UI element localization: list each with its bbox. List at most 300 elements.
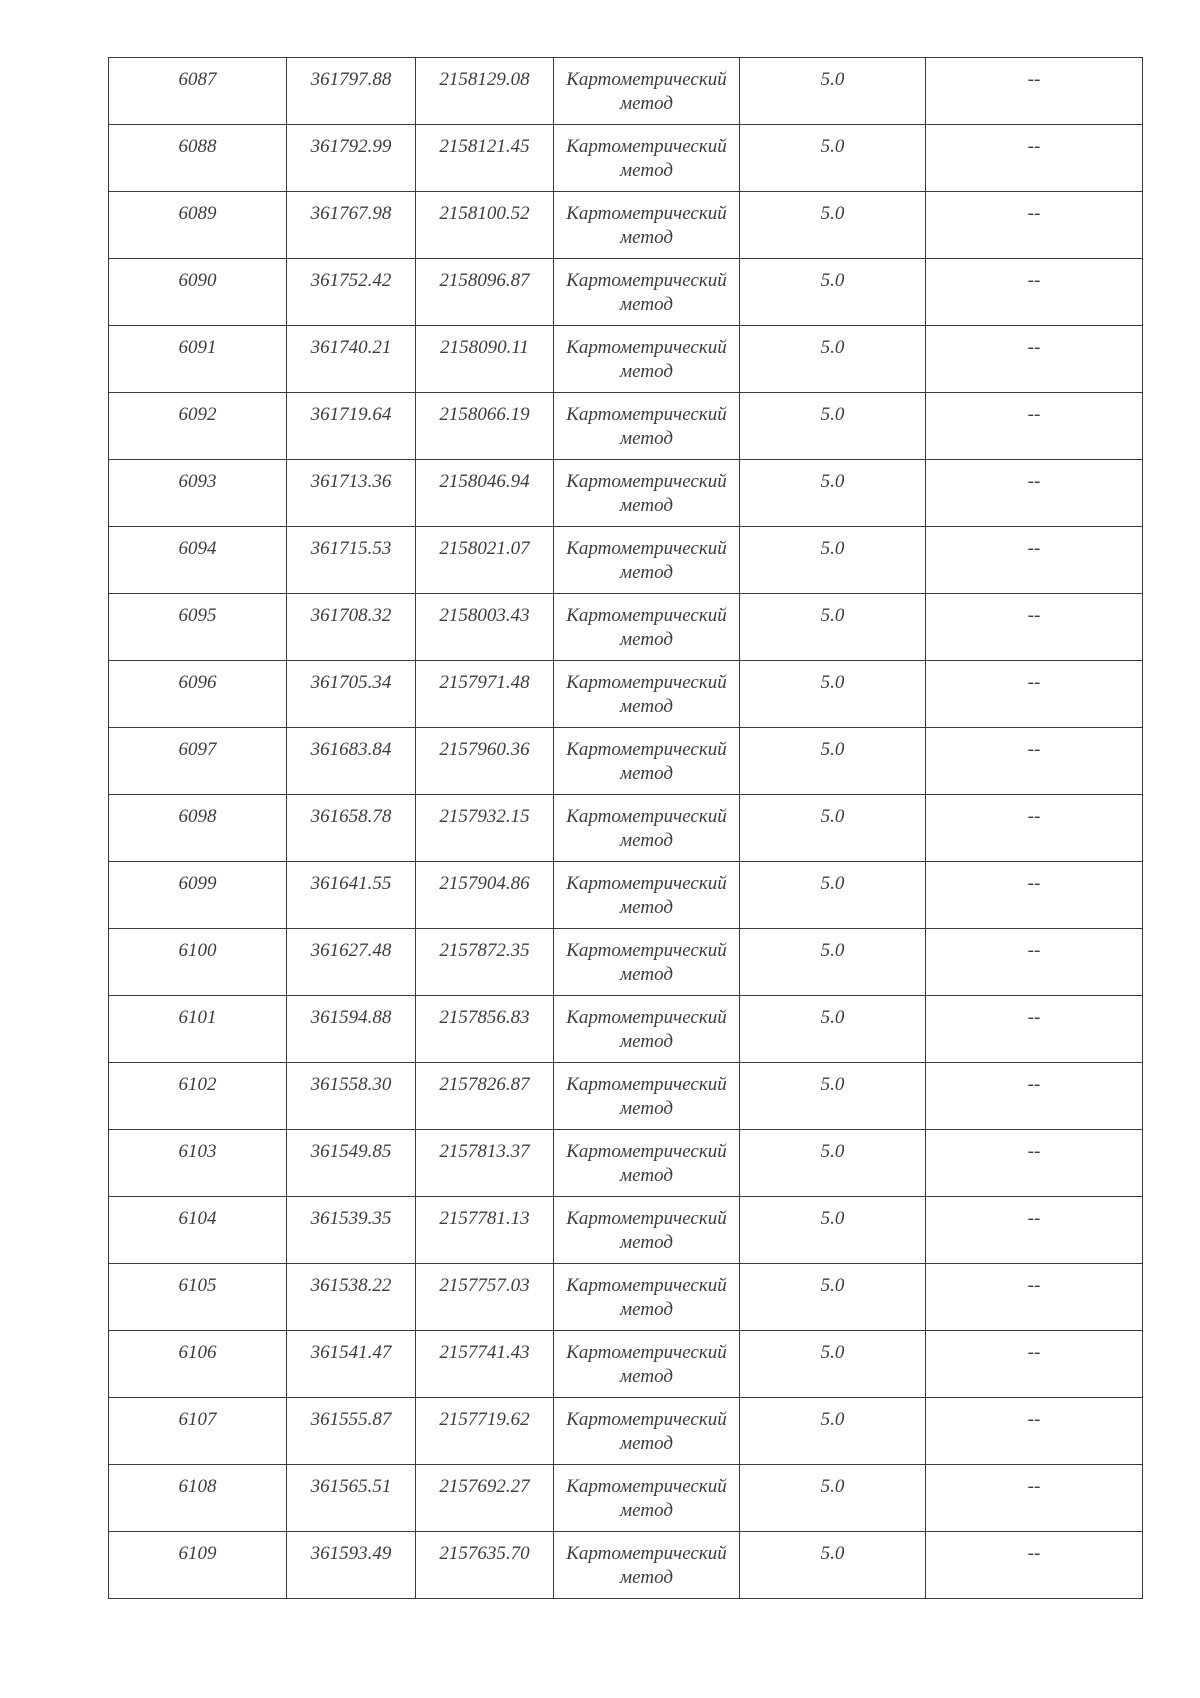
y-coordinate-cell [416, 58, 554, 125]
point-number: 6091 [178, 337, 217, 358]
x-coordinate-cell [287, 929, 416, 996]
accuracy-value: 5.0 [820, 1275, 845, 1296]
y-coordinate-cell [416, 326, 554, 393]
accuracy-value: 5.0 [820, 136, 845, 157]
y-coordinate: 2157635.70 [439, 1543, 530, 1564]
accuracy-value: 5.0 [820, 471, 845, 492]
accuracy-value: 5.0 [820, 69, 845, 90]
point-number-cell [109, 1197, 287, 1264]
note-cell [926, 728, 1143, 795]
point-number-cell [109, 527, 287, 594]
x-coordinate: 361713.36 [310, 471, 392, 492]
y-coordinate-cell [416, 1130, 554, 1197]
y-coordinate-cell [416, 996, 554, 1063]
x-coordinate-cell [287, 460, 416, 527]
note-cell [926, 393, 1143, 460]
accuracy-value: 5.0 [820, 1208, 845, 1229]
note-value: -- [1027, 1409, 1041, 1430]
accuracy-cell [740, 1532, 926, 1599]
x-coordinate-cell [287, 527, 416, 594]
y-coordinate: 2157741.43 [439, 1342, 530, 1363]
point-number: 6093 [178, 471, 217, 492]
coordinates-table-body [109, 58, 1143, 1599]
y-coordinate-cell [416, 1063, 554, 1130]
accuracy-value: 5.0 [820, 873, 845, 894]
note-cell [926, 1197, 1143, 1264]
point-number: 6087 [178, 69, 217, 90]
accuracy-cell [740, 1197, 926, 1264]
y-coordinate: 2157719.62 [439, 1409, 530, 1430]
x-coordinate-cell [287, 1331, 416, 1398]
note-value: -- [1027, 873, 1041, 894]
note-value: -- [1027, 1141, 1041, 1162]
accuracy-cell [740, 1063, 926, 1130]
y-coordinate: 2157781.13 [439, 1208, 530, 1229]
x-coordinate: 361593.49 [310, 1543, 392, 1564]
note-value: -- [1027, 404, 1041, 425]
note-cell [926, 460, 1143, 527]
method-text: Картометрический метод [566, 471, 727, 516]
x-coordinate-cell [287, 192, 416, 259]
y-coordinate-cell [416, 929, 554, 996]
point-number-cell [109, 795, 287, 862]
point-number: 6098 [178, 806, 217, 827]
method-text: Картометрический метод [566, 1476, 727, 1521]
point-number: 6090 [178, 270, 217, 291]
x-coordinate-cell [287, 795, 416, 862]
method-text: Картометрический метод [566, 1275, 727, 1320]
point-number: 6088 [178, 136, 217, 157]
note-value: -- [1027, 739, 1041, 760]
table-row [109, 1197, 1143, 1264]
method-text: Картометрический метод [566, 739, 727, 784]
accuracy-cell [740, 594, 926, 661]
note-value: -- [1027, 806, 1041, 827]
note-value: -- [1027, 1476, 1041, 1497]
point-number-cell [109, 326, 287, 393]
y-coordinate: 2157692.27 [439, 1476, 530, 1497]
accuracy-cell [740, 728, 926, 795]
accuracy-cell [740, 125, 926, 192]
point-number-cell [109, 996, 287, 1063]
accuracy-cell [740, 862, 926, 929]
y-coordinate-cell [416, 125, 554, 192]
method-text: Картометрический метод [566, 806, 727, 851]
y-coordinate: 2158090.11 [440, 337, 529, 358]
method-text: Картометрический метод [566, 538, 727, 583]
table-row [109, 1465, 1143, 1532]
method-cell [554, 1398, 740, 1465]
y-coordinate-cell [416, 728, 554, 795]
point-number-cell [109, 1331, 287, 1398]
x-coordinate: 361549.85 [310, 1141, 392, 1162]
point-number-cell [109, 728, 287, 795]
accuracy-cell [740, 460, 926, 527]
point-number-cell [109, 259, 287, 326]
x-coordinate-cell [287, 1197, 416, 1264]
note-value: -- [1027, 1007, 1041, 1028]
note-cell [926, 929, 1143, 996]
note-value: -- [1027, 136, 1041, 157]
method-text: Картометрический метод [566, 1409, 727, 1454]
accuracy-value: 5.0 [820, 1409, 845, 1430]
note-cell [926, 661, 1143, 728]
x-coordinate: 361740.21 [310, 337, 392, 358]
x-coordinate-cell [287, 125, 416, 192]
y-coordinate-cell [416, 1331, 554, 1398]
table-row [109, 1532, 1143, 1599]
x-coordinate-cell [287, 1532, 416, 1599]
point-number: 6099 [178, 873, 217, 894]
x-coordinate: 361767.98 [310, 203, 392, 224]
point-number-cell [109, 460, 287, 527]
point-number-cell [109, 125, 287, 192]
note-cell [926, 1532, 1143, 1599]
x-coordinate-cell [287, 1465, 416, 1532]
accuracy-value: 5.0 [820, 806, 845, 827]
note-value: -- [1027, 1074, 1041, 1095]
note-value: -- [1027, 1208, 1041, 1229]
note-cell [926, 594, 1143, 661]
y-coordinate: 2158066.19 [439, 404, 530, 425]
accuracy-cell [740, 1398, 926, 1465]
method-cell [554, 326, 740, 393]
note-cell [926, 527, 1143, 594]
accuracy-value: 5.0 [820, 1141, 845, 1162]
method-text: Картометрический метод [566, 270, 727, 315]
y-coordinate-cell [416, 1465, 554, 1532]
accuracy-cell [740, 795, 926, 862]
method-cell [554, 460, 740, 527]
note-cell [926, 192, 1143, 259]
accuracy-value: 5.0 [820, 1007, 845, 1028]
x-coordinate: 361627.48 [310, 940, 392, 961]
y-coordinate-cell [416, 1264, 554, 1331]
y-coordinate: 2158129.08 [439, 69, 530, 90]
method-cell [554, 1532, 740, 1599]
point-number-cell [109, 1130, 287, 1197]
x-coordinate-cell [287, 862, 416, 929]
y-coordinate-cell [416, 594, 554, 661]
method-cell [554, 125, 740, 192]
y-coordinate-cell [416, 259, 554, 326]
table-row [109, 326, 1143, 393]
y-coordinate: 2157960.36 [439, 739, 530, 760]
table-row [109, 192, 1143, 259]
table-row [109, 259, 1143, 326]
accuracy-cell [740, 527, 926, 594]
method-cell [554, 527, 740, 594]
y-coordinate-cell [416, 795, 554, 862]
point-number-cell [109, 1398, 287, 1465]
method-cell [554, 1331, 740, 1398]
method-cell [554, 795, 740, 862]
table-row [109, 594, 1143, 661]
point-number: 6100 [178, 940, 217, 961]
method-text: Картометрический метод [566, 1141, 727, 1186]
method-text: Картометрический метод [566, 1342, 727, 1387]
y-coordinate-cell [416, 1197, 554, 1264]
point-number-cell [109, 1532, 287, 1599]
method-cell [554, 728, 740, 795]
note-cell [926, 1331, 1143, 1398]
note-value: -- [1027, 605, 1041, 626]
accuracy-value: 5.0 [820, 203, 845, 224]
point-number-cell [109, 192, 287, 259]
y-coordinate: 2157826.87 [439, 1074, 530, 1095]
point-number-cell [109, 1465, 287, 1532]
x-coordinate: 361708.32 [310, 605, 392, 626]
note-cell [926, 795, 1143, 862]
x-coordinate-cell [287, 661, 416, 728]
y-coordinate: 2158046.94 [439, 471, 530, 492]
method-cell [554, 1197, 740, 1264]
x-coordinate: 361683.84 [310, 739, 392, 760]
table-row [109, 460, 1143, 527]
y-coordinate: 2157971.48 [439, 672, 530, 693]
note-cell [926, 1264, 1143, 1331]
note-value: -- [1027, 203, 1041, 224]
note-value: -- [1027, 270, 1041, 291]
y-coordinate: 2157757.03 [439, 1275, 530, 1296]
accuracy-cell [740, 259, 926, 326]
accuracy-cell [740, 1130, 926, 1197]
x-coordinate: 361792.99 [310, 136, 392, 157]
method-text: Картометрический метод [566, 337, 727, 382]
table-row [109, 125, 1143, 192]
note-cell [926, 259, 1143, 326]
method-cell [554, 996, 740, 1063]
method-cell [554, 1063, 740, 1130]
point-number: 6102 [178, 1074, 217, 1095]
note-value: -- [1027, 337, 1041, 358]
table-row [109, 996, 1143, 1063]
point-number: 6094 [178, 538, 217, 559]
point-number-cell [109, 393, 287, 460]
note-value: -- [1027, 672, 1041, 693]
table-row [109, 728, 1143, 795]
table-row [109, 661, 1143, 728]
method-text: Картометрический метод [566, 1543, 727, 1588]
x-coordinate-cell [287, 393, 416, 460]
point-number-cell [109, 1264, 287, 1331]
note-value: -- [1027, 69, 1041, 90]
accuracy-value: 5.0 [820, 605, 845, 626]
y-coordinate-cell [416, 393, 554, 460]
table-row [109, 527, 1143, 594]
x-coordinate: 361641.55 [310, 873, 392, 894]
table-row [109, 1063, 1143, 1130]
coordinates-table [108, 57, 1143, 1599]
note-cell [926, 1130, 1143, 1197]
note-value: -- [1027, 1342, 1041, 1363]
y-coordinate: 2157872.35 [439, 940, 530, 961]
x-coordinate-cell [287, 1398, 416, 1465]
note-value: -- [1027, 940, 1041, 961]
method-text: Картометрический метод [566, 940, 727, 985]
y-coordinate-cell [416, 661, 554, 728]
point-number: 6105 [178, 1275, 217, 1296]
x-coordinate: 361658.78 [310, 806, 392, 827]
note-cell [926, 326, 1143, 393]
table-row [109, 1130, 1143, 1197]
y-coordinate-cell [416, 192, 554, 259]
y-coordinate: 2158100.52 [439, 203, 530, 224]
accuracy-value: 5.0 [820, 940, 845, 961]
accuracy-value: 5.0 [820, 739, 845, 760]
point-number-cell [109, 58, 287, 125]
point-number: 6089 [178, 203, 217, 224]
y-coordinate-cell [416, 862, 554, 929]
x-coordinate-cell [287, 58, 416, 125]
method-text: Картометрический метод [566, 1208, 727, 1253]
x-coordinate-cell [287, 1264, 416, 1331]
method-cell [554, 393, 740, 460]
y-coordinate: 2158003.43 [439, 605, 530, 626]
x-coordinate-cell [287, 259, 416, 326]
method-cell [554, 259, 740, 326]
accuracy-cell [740, 996, 926, 1063]
method-text: Картометрический метод [566, 1007, 727, 1052]
y-coordinate-cell [416, 460, 554, 527]
y-coordinate-cell [416, 1532, 554, 1599]
method-text: Картометрический метод [566, 203, 727, 248]
method-cell [554, 1130, 740, 1197]
point-number-cell [109, 1063, 287, 1130]
point-number: 6103 [178, 1141, 217, 1162]
method-cell [554, 1465, 740, 1532]
note-value: -- [1027, 538, 1041, 559]
point-number: 6104 [178, 1208, 217, 1229]
method-cell [554, 594, 740, 661]
table-row [109, 1264, 1143, 1331]
note-cell [926, 125, 1143, 192]
point-number: 6101 [178, 1007, 217, 1028]
y-coordinate: 2158121.45 [439, 136, 530, 157]
accuracy-value: 5.0 [820, 270, 845, 291]
accuracy-value: 5.0 [820, 1074, 845, 1095]
x-coordinate: 361594.88 [310, 1007, 392, 1028]
table-row [109, 862, 1143, 929]
accuracy-cell [740, 929, 926, 996]
method-cell [554, 862, 740, 929]
accuracy-cell [740, 1465, 926, 1532]
table-row [109, 1398, 1143, 1465]
accuracy-value: 5.0 [820, 1543, 845, 1564]
accuracy-value: 5.0 [820, 1476, 845, 1497]
method-cell [554, 58, 740, 125]
x-coordinate: 361715.53 [310, 538, 392, 559]
note-value: -- [1027, 1543, 1041, 1564]
x-coordinate: 361538.22 [310, 1275, 392, 1296]
accuracy-value: 5.0 [820, 538, 845, 559]
note-value: -- [1027, 1275, 1041, 1296]
note-value: -- [1027, 471, 1041, 492]
accuracy-cell [740, 393, 926, 460]
x-coordinate-cell [287, 996, 416, 1063]
note-cell [926, 996, 1143, 1063]
y-coordinate: 2157813.37 [439, 1141, 530, 1162]
note-cell [926, 1398, 1143, 1465]
accuracy-cell [740, 58, 926, 125]
x-coordinate-cell [287, 594, 416, 661]
point-number: 6096 [178, 672, 217, 693]
x-coordinate-cell [287, 1130, 416, 1197]
accuracy-value: 5.0 [820, 404, 845, 425]
y-coordinate-cell [416, 1398, 554, 1465]
y-coordinate: 2157904.86 [439, 873, 530, 894]
point-number-cell [109, 929, 287, 996]
accuracy-cell [740, 1264, 926, 1331]
note-cell [926, 58, 1143, 125]
point-number: 6109 [178, 1543, 217, 1564]
method-cell [554, 192, 740, 259]
y-coordinate: 2157856.83 [439, 1007, 530, 1028]
x-coordinate: 361797.88 [310, 69, 392, 90]
y-coordinate: 2158096.87 [439, 270, 530, 291]
note-cell [926, 1063, 1143, 1130]
accuracy-cell [740, 326, 926, 393]
x-coordinate: 361565.51 [310, 1476, 392, 1497]
point-number: 6108 [178, 1476, 217, 1497]
point-number: 6092 [178, 404, 217, 425]
y-coordinate: 2157932.15 [439, 806, 530, 827]
x-coordinate-cell [287, 728, 416, 795]
x-coordinate: 361558.30 [310, 1074, 392, 1095]
x-coordinate: 361705.34 [310, 672, 392, 693]
method-cell [554, 661, 740, 728]
x-coordinate-cell [287, 326, 416, 393]
point-number-cell [109, 661, 287, 728]
table-row [109, 393, 1143, 460]
accuracy-value: 5.0 [820, 672, 845, 693]
accuracy-value: 5.0 [820, 1342, 845, 1363]
table-row [109, 1331, 1143, 1398]
method-text: Картометрический метод [566, 672, 727, 717]
table-row [109, 58, 1143, 125]
accuracy-cell [740, 192, 926, 259]
method-text: Картометрический метод [566, 69, 727, 114]
x-coordinate: 361555.87 [310, 1409, 392, 1430]
point-number: 6106 [178, 1342, 217, 1363]
y-coordinate-cell [416, 527, 554, 594]
table-row [109, 929, 1143, 996]
note-cell [926, 862, 1143, 929]
method-text: Картометрический метод [566, 873, 727, 918]
method-text: Картометрический метод [566, 1074, 727, 1119]
point-number-cell [109, 862, 287, 929]
x-coordinate: 361541.47 [310, 1342, 392, 1363]
point-number: 6097 [178, 739, 217, 760]
point-number: 6095 [178, 605, 217, 626]
table-row [109, 795, 1143, 862]
note-cell [926, 1465, 1143, 1532]
method-cell [554, 929, 740, 996]
accuracy-cell [740, 1331, 926, 1398]
point-number-cell [109, 594, 287, 661]
method-text: Картометрический метод [566, 136, 727, 181]
x-coordinate: 361539.35 [310, 1208, 392, 1229]
method-text: Картометрический метод [566, 404, 727, 449]
accuracy-value: 5.0 [820, 337, 845, 358]
point-number: 6107 [178, 1409, 217, 1430]
x-coordinate-cell [287, 1063, 416, 1130]
method-text: Картометрический метод [566, 605, 727, 650]
x-coordinate: 361719.64 [310, 404, 392, 425]
x-coordinate: 361752.42 [310, 270, 392, 291]
y-coordinate: 2158021.07 [439, 538, 530, 559]
method-cell [554, 1264, 740, 1331]
